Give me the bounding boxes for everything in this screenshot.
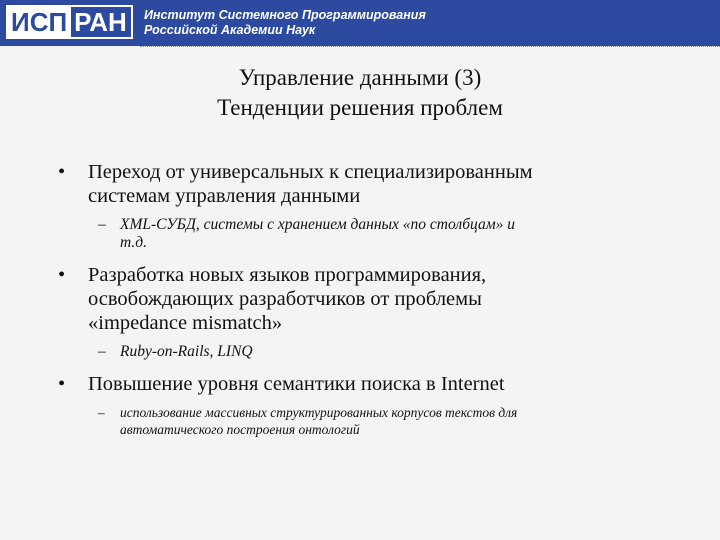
sub-bullet-marker: – — [98, 405, 105, 420]
slide-title — [0, 63, 720, 123]
sub-bullet-text-line: т.д. — [120, 234, 147, 251]
bullet-text-line: Переход от универсальных к специализированным — [88, 161, 533, 183]
institute-name-line1: Институт Системного Программирования — [144, 8, 426, 22]
bullet-item — [58, 263, 678, 335]
bullet-marker: • — [58, 161, 66, 183]
sub-bullet-text-line: Ruby-on-Rails, LINQ — [120, 343, 253, 360]
bullet-item — [58, 160, 678, 208]
slide-title-line1: Управление данными (3) — [238, 65, 482, 90]
bullet-marker: • — [58, 264, 66, 286]
slide-title-line2: Тенденции решения проблем — [217, 95, 503, 120]
bullet-text-line: освобождающих разработчиков от проблемы — [88, 288, 482, 310]
institute-name — [144, 8, 426, 38]
bullet-marker: • — [58, 373, 66, 395]
sub-bullet-text-line: использование массивных структурированных корпусов текстов для — [120, 405, 518, 420]
bullet-text-line: «impedance mismatch» — [88, 312, 283, 334]
ispras-logo — [6, 5, 133, 39]
sub-bullet-item — [58, 216, 678, 252]
sub-bullet-text-line: автоматического построения онтологий — [120, 422, 360, 437]
header-divider — [140, 46, 720, 47]
sub-bullet-marker: – — [98, 343, 106, 360]
bullet-text-line: Разработка новых языков программирования, — [88, 264, 487, 286]
logo-part-ran: РАН — [71, 7, 131, 37]
bullet-text-line: Повышение уровня семантики поиска в Internet — [88, 373, 505, 395]
logo-part-isp: ИСП — [8, 7, 71, 37]
sub-bullet-marker: – — [98, 216, 106, 233]
sub-bullet-item — [58, 404, 678, 438]
institute-name-line2: Российской Академии Наук — [144, 23, 316, 37]
header-bar — [0, 0, 720, 46]
bullet-text-line: системам управления данными — [88, 185, 361, 207]
slide-content — [58, 160, 678, 438]
sub-bullet-text-line: XML-СУБД, системы с хранением данных «по столбцам» и — [120, 216, 516, 233]
sub-bullet-item — [58, 343, 678, 361]
bullet-item — [58, 372, 678, 396]
